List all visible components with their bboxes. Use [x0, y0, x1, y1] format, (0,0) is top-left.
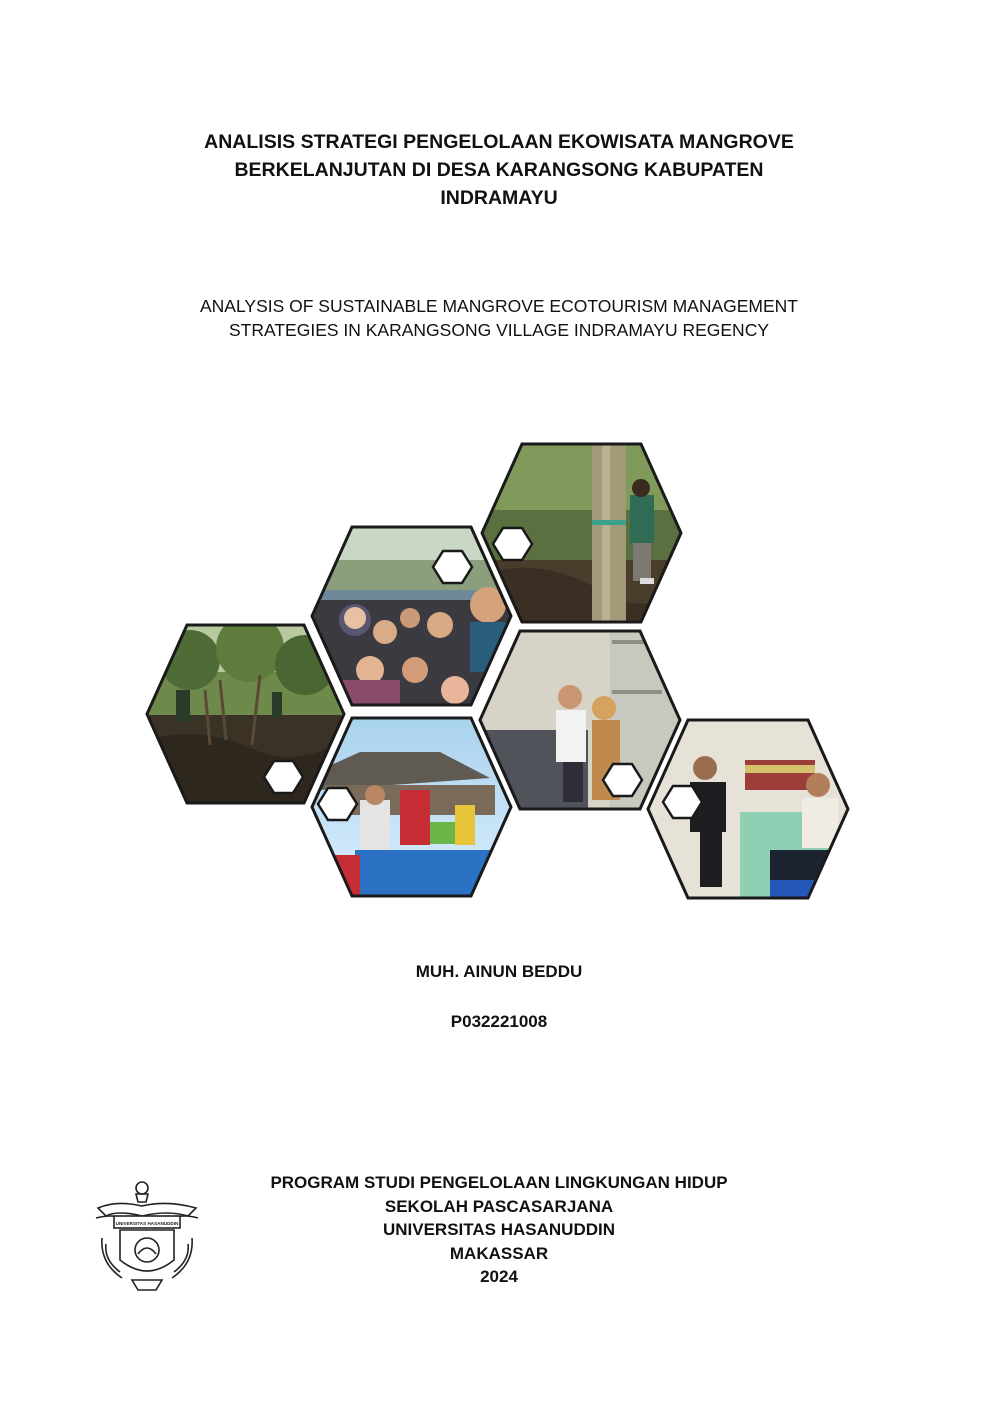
city-name: MAKASSAR: [449, 1243, 549, 1263]
student-id: P032221008: [450, 1012, 548, 1031]
university-logo: [92, 1178, 202, 1298]
title-line: ANALYSIS OF SUSTAINABLE MANGROVE ECOTOURISM MANAGEMENT: [199, 296, 799, 316]
author-name: MUH. AINUN BEDDU: [415, 962, 583, 981]
program-name: PROGRAM STUDI PENGELOLAAN LINGKUNGAN HIDUP: [270, 1173, 728, 1192]
thesis-title-indonesian: [0, 128, 998, 212]
title-line: STRATEGIES IN KARANGSONG VILLAGE INDRAMAYU REGENCY: [228, 320, 769, 340]
publication-year: 2024: [480, 1267, 518, 1286]
thesis-title-english: [0, 294, 998, 342]
title-line: BERKELANJUTAN DI DESA KARANGSONG KABUPATEN: [234, 159, 764, 181]
title-line: INDRAMAYU: [440, 187, 558, 209]
logo-banner-text: UNIVERSITAS HASANUDDIN: [115, 1221, 179, 1226]
school-name: SEKOLAH PASCASARJANA: [384, 1196, 614, 1216]
university-name: UNIVERSITAS HASANUDDIN: [382, 1220, 616, 1239]
photo-collage: [0, 430, 998, 920]
title-line: ANALISIS STRATEGI PENGELOLAAN EKOWISATA MANGROVE: [204, 131, 794, 153]
